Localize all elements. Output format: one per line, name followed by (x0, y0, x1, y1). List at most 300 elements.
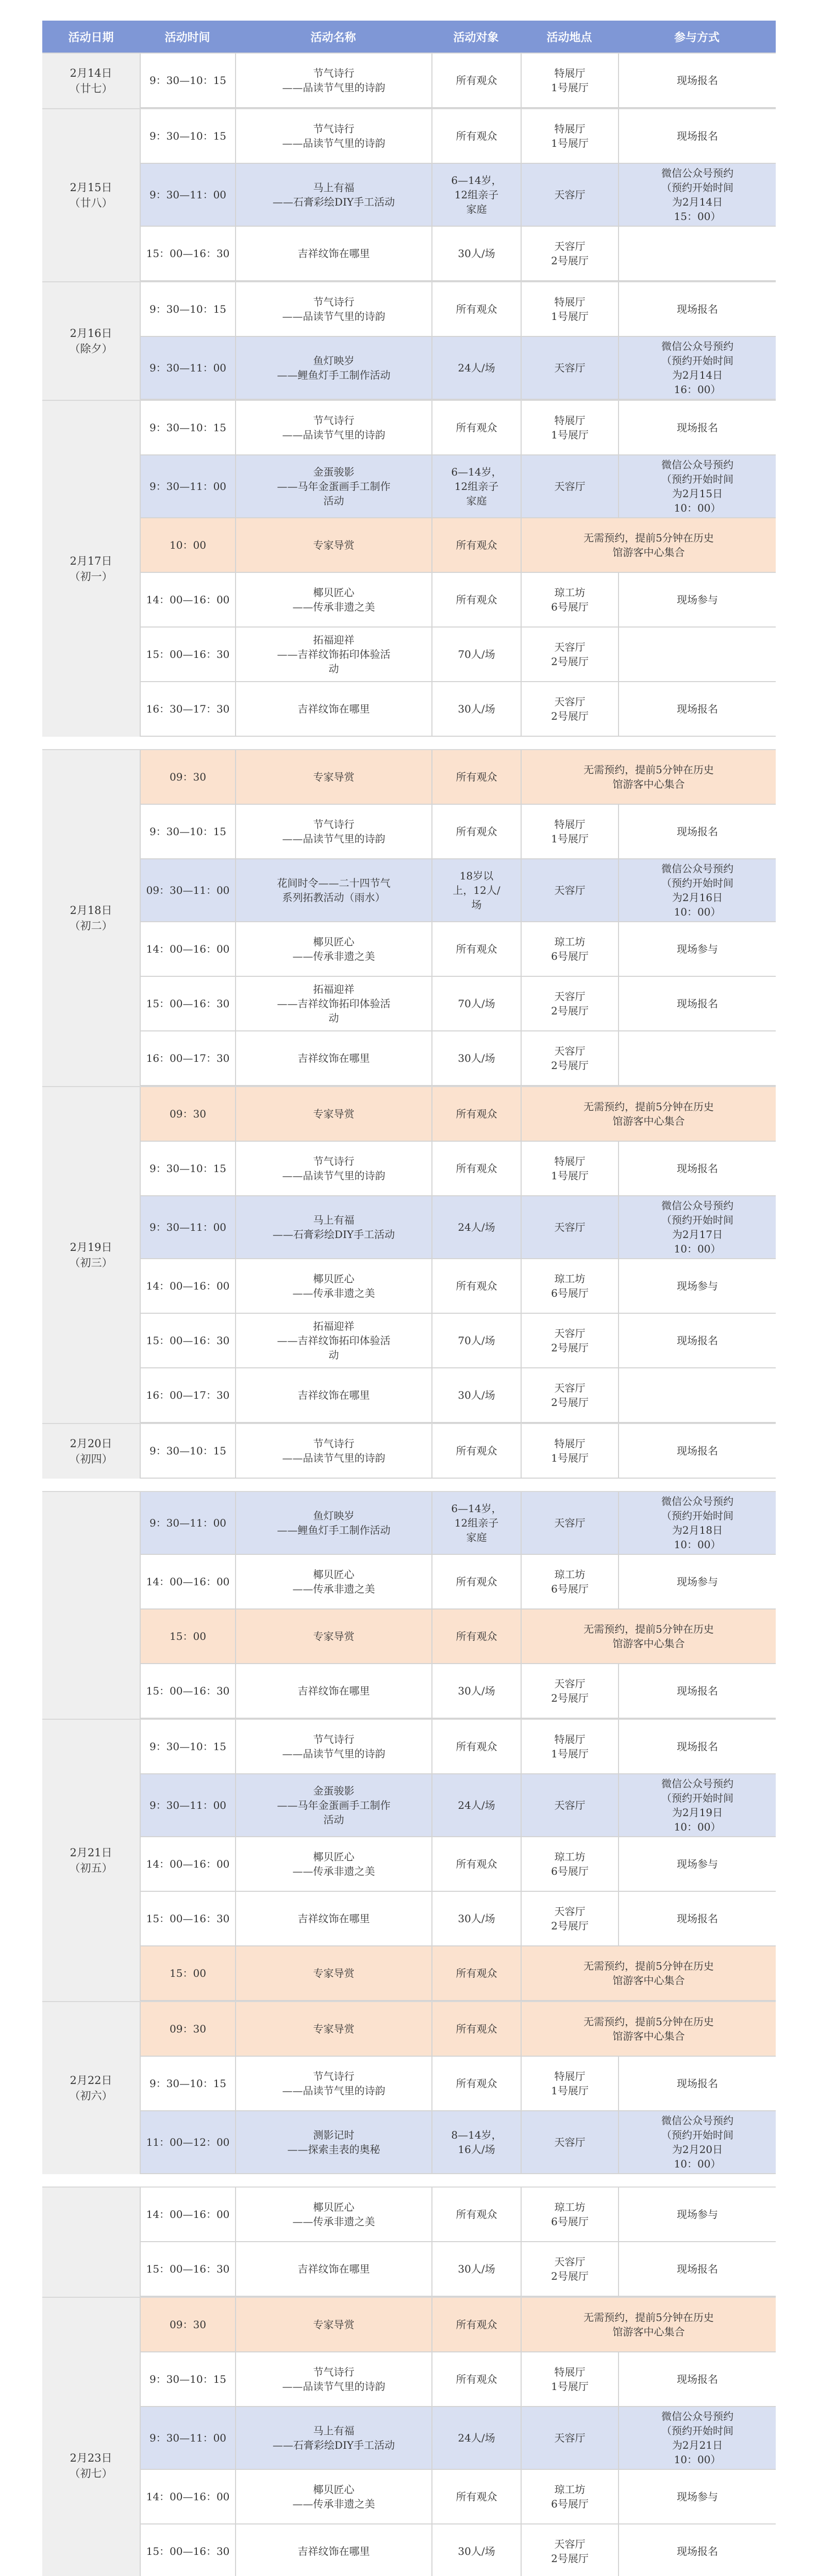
time-cell: 9：30—11：00 (140, 337, 235, 399)
table-body (42, 53, 776, 2576)
target-cell: 24人/场 (431, 2407, 521, 2469)
time-cell: 15：00 (140, 1609, 235, 1663)
table-row (140, 977, 776, 1031)
time-cell: 15：00 (140, 1946, 235, 2000)
time-cell: 15：00—16：30 (140, 227, 235, 280)
place-cell: 天容厅 (521, 1492, 618, 1554)
place-mode-cell: 无需预约，提前5分钟在历史 馆游客中心集合 (521, 750, 776, 804)
activity-name-cell: 节气诗行 ——品读节气里的诗韵 (235, 282, 431, 336)
place-cell: 天容厅 2号展厅 (521, 227, 618, 280)
date-cell: 2月20日 （初四） (42, 1424, 140, 1479)
date-section (42, 2001, 776, 2174)
table-row (140, 227, 776, 281)
section-rows (140, 750, 776, 1086)
activity-name-cell: 鱼灯映岁 ——鲤鱼灯手工制作活动 (235, 1492, 431, 1554)
activity-name-cell: 椰贝匠心 ——传承非遗之美 (235, 1259, 431, 1313)
place-cell: 天容厅 2号展厅 (521, 2524, 618, 2576)
activity-name-cell: 马上有福 ——石膏彩绘DIY手工活动 (235, 164, 431, 226)
place-cell: 琼工坊 6号展厅 (521, 573, 618, 626)
date-cell: 2月23日 （初七） (42, 2298, 140, 2576)
date-section (42, 749, 776, 1086)
place-cell: 特展厅 1号展厅 (521, 1142, 618, 1195)
mode-cell: 现场报名 (618, 2352, 776, 2406)
table-row (140, 2298, 776, 2352)
table-row (140, 628, 776, 682)
place-cell: 天容厅 2号展厅 (521, 977, 618, 1030)
place-cell: 琼工坊 6号展厅 (521, 922, 618, 976)
date-section (42, 1719, 776, 2001)
header-place: 活动地点 (546, 30, 592, 44)
mode-cell: 现场报名 (618, 401, 776, 454)
target-cell: 所有观众 (431, 2352, 521, 2406)
activity-name-cell: 拓福迎祥 ——吉祥纹饰拓印体验活 动 (235, 977, 431, 1030)
time-cell: 14：00—16：00 (140, 922, 235, 976)
activity-name-cell: 节气诗行 ——品读节气里的诗韵 (235, 1424, 431, 1478)
target-cell: 所有观众 (431, 1555, 521, 1608)
section-rows (140, 1087, 776, 1423)
target-cell: 所有观众 (431, 1087, 521, 1141)
target-cell: 24人/场 (431, 337, 521, 399)
activity-name-cell: 金蛋骏影 ——马年金蛋画手工制作 活动 (235, 1774, 431, 1836)
date-section (42, 2187, 776, 2297)
place-cell: 天容厅 (521, 2111, 618, 2173)
time-cell: 9：30—11：00 (140, 164, 235, 226)
place-cell: 天容厅 2号展厅 (521, 1368, 618, 1422)
place-mode-cell: 无需预约，提前5分钟在历史 馆游客中心集合 (521, 2298, 776, 2351)
table-row (140, 1314, 776, 1368)
section-gap (42, 2174, 776, 2187)
table-row (140, 54, 776, 108)
table-row (140, 1142, 776, 1196)
time-cell: 9：30—10：15 (140, 2352, 235, 2406)
target-cell: 所有观众 (431, 2057, 521, 2110)
target-cell: 所有观众 (431, 282, 521, 336)
activity-name-cell: 马上有福 ——石膏彩绘DIY手工活动 (235, 2407, 431, 2469)
mode-cell (618, 1368, 776, 1422)
place-cell: 天容厅 (521, 455, 618, 517)
table-row (140, 455, 776, 518)
table-row (140, 1946, 776, 2001)
place-cell: 天容厅 (521, 1196, 618, 1258)
section-rows (140, 401, 776, 737)
activity-name-cell: 吉祥纹饰在哪里 (235, 1664, 431, 1718)
table-row (140, 2242, 776, 2297)
table-row (140, 518, 776, 573)
place-mode-cell: 无需预约，提前5分钟在历史 馆游客中心集合 (521, 2002, 776, 2056)
target-cell: 18岁以 上，12人/ 场 (431, 859, 521, 921)
table-row (140, 922, 776, 977)
target-cell: 30人/场 (431, 1368, 521, 1422)
mode-cell: 微信公众号预约 （预约开始时间 为2月18日 10：00） (618, 1492, 776, 1554)
mode-cell: 现场报名 (618, 1720, 776, 1773)
time-cell: 10：00 (140, 518, 235, 572)
time-cell: 09：30 (140, 2298, 235, 2351)
place-cell: 天容厅 (521, 859, 618, 921)
activity-name-cell: 节气诗行 ——品读节气里的诗韵 (235, 401, 431, 454)
activity-name-cell: 吉祥纹饰在哪里 (235, 2242, 431, 2296)
table-row (140, 1720, 776, 1774)
time-cell: 16：00—17：30 (140, 1031, 235, 1085)
activity-name-cell: 马上有福 ——石膏彩绘DIY手工活动 (235, 1196, 431, 1258)
place-cell: 天容厅 (521, 1774, 618, 1836)
time-cell: 15：00—16：30 (140, 1664, 235, 1718)
section-rows (140, 1424, 776, 1479)
table-row (140, 337, 776, 400)
place-cell: 琼工坊 6号展厅 (521, 1555, 618, 1608)
date-cell: 2月17日 （初一） (42, 401, 140, 737)
activity-name-cell: 专家导赏 (235, 518, 431, 572)
mode-cell (618, 1031, 776, 1085)
target-cell: 70人/场 (431, 1314, 521, 1367)
mode-cell: 现场参与 (618, 2470, 776, 2523)
place-cell: 琼工坊 6号展厅 (521, 1837, 618, 1891)
place-cell: 天容厅 (521, 337, 618, 399)
place-mode-cell: 无需预约，提前5分钟在历史 馆游客中心集合 (521, 1946, 776, 2000)
place-cell: 特展厅 1号展厅 (521, 1720, 618, 1773)
date-cell: 2月14日 （廿七） (42, 54, 140, 108)
place-cell: 特展厅 1号展厅 (521, 54, 618, 107)
table-row (140, 1196, 776, 1259)
mode-cell: 微信公众号预约 （预约开始时间 为2月16日 10：00） (618, 859, 776, 921)
activity-name-cell: 节气诗行 ——品读节气里的诗韵 (235, 54, 431, 107)
table-row (140, 1492, 776, 1555)
activity-name-cell: 椰贝匠心 ——传承非遗之美 (235, 2470, 431, 2523)
date-cell: 2月16日 （除夕） (42, 282, 140, 400)
mode-cell: 现场报名 (618, 1424, 776, 1478)
target-cell: 6—14岁， 12组亲子 家庭 (431, 164, 521, 226)
target-cell: 70人/场 (431, 977, 521, 1030)
activity-name-cell: 椰贝匠心 ——传承非遗之美 (235, 1837, 431, 1891)
place-cell: 特展厅 1号展厅 (521, 805, 618, 858)
date-cell: 2月19日 （初三） (42, 1087, 140, 1423)
target-cell: 所有观众 (431, 401, 521, 454)
place-cell: 天容厅 (521, 164, 618, 226)
mode-cell: 现场报名 (618, 1664, 776, 1718)
header-name: 活动名称 (310, 30, 356, 44)
date-section (42, 53, 776, 108)
time-cell: 16：00—17：30 (140, 1368, 235, 1422)
place-cell: 琼工坊 6号展厅 (521, 2188, 618, 2241)
activity-name-cell: 节气诗行 ——品读节气里的诗韵 (235, 1142, 431, 1195)
target-cell: 30人/场 (431, 682, 521, 736)
activity-name-cell: 鱼灯映岁 ——鲤鱼灯手工制作活动 (235, 337, 431, 399)
mode-cell: 微信公众号预约 （预约开始时间 为2月17日 10：00） (618, 1196, 776, 1258)
activity-name-cell: 专家导赏 (235, 1609, 431, 1663)
table-row (140, 859, 776, 922)
target-cell: 所有观众 (431, 54, 521, 107)
mode-cell: 微信公众号预约 （预约开始时间 为2月14日 15：00） (618, 164, 776, 226)
place-cell: 特展厅 1号展厅 (521, 282, 618, 336)
table-row (140, 2524, 776, 2576)
table-row (140, 2111, 776, 2174)
mode-cell (618, 628, 776, 681)
table-row (140, 401, 776, 455)
section-rows (140, 109, 776, 281)
activity-name-cell: 专家导赏 (235, 2002, 431, 2056)
mode-cell: 现场参与 (618, 1837, 776, 1891)
activity-name-cell: 吉祥纹饰在哪里 (235, 682, 431, 736)
target-cell: 8—14岁， 16人/场 (431, 2111, 521, 2173)
table-row (140, 109, 776, 164)
mode-cell: 现场报名 (618, 1314, 776, 1367)
mode-cell: 现场参与 (618, 922, 776, 976)
activity-name-cell: 专家导赏 (235, 1087, 431, 1141)
time-cell: 15：00—16：30 (140, 628, 235, 681)
section-rows (140, 2002, 776, 2174)
target-cell: 所有观众 (431, 1946, 521, 2000)
date-cell: 2月21日 （初五） (42, 1720, 140, 2001)
table-row (140, 2002, 776, 2057)
mode-cell: 现场报名 (618, 2057, 776, 2110)
mode-cell: 现场报名 (618, 2242, 776, 2296)
target-cell: 所有观众 (431, 109, 521, 163)
target-cell: 30人/场 (431, 227, 521, 280)
date-cell: 2月15日 （廿八） (42, 109, 140, 281)
target-cell: 所有观众 (431, 922, 521, 976)
place-cell: 天容厅 2号展厅 (521, 1664, 618, 1718)
time-cell: 09：30 (140, 1087, 235, 1141)
table-row (140, 573, 776, 628)
mode-cell: 现场报名 (618, 54, 776, 107)
activity-name-cell: 专家导赏 (235, 750, 431, 804)
target-cell: 30人/场 (431, 2242, 521, 2296)
place-cell: 特展厅 1号展厅 (521, 109, 618, 163)
section-rows (140, 54, 776, 108)
mode-cell: 现场报名 (618, 682, 776, 736)
place-cell: 特展厅 1号展厅 (521, 401, 618, 454)
target-cell: 30人/场 (431, 1031, 521, 1085)
time-cell: 9：30—10：15 (140, 401, 235, 454)
place-mode-cell: 无需预约，提前5分钟在历史 馆游客中心集合 (521, 1609, 776, 1663)
header-target: 活动对象 (453, 30, 499, 44)
target-cell: 所有观众 (431, 1424, 521, 1478)
time-cell: 15：00—16：30 (140, 1892, 235, 1945)
date-section (42, 2297, 776, 2576)
target-cell: 所有观众 (431, 2002, 521, 2056)
target-cell: 所有观众 (431, 1609, 521, 1663)
time-cell: 14：00—16：00 (140, 1837, 235, 1891)
table-row (140, 805, 776, 859)
time-cell: 14：00—16：00 (140, 1259, 235, 1313)
target-cell: 所有观众 (431, 1720, 521, 1773)
target-cell: 70人/场 (431, 628, 521, 681)
date-section (42, 1491, 776, 1719)
place-cell: 特展厅 1号展厅 (521, 2352, 618, 2406)
time-cell: 15：00—16：30 (140, 2524, 235, 2576)
table-row (140, 1259, 776, 1314)
time-cell: 15：00—16：30 (140, 977, 235, 1030)
table-row (140, 282, 776, 337)
target-cell: 所有观众 (431, 805, 521, 858)
target-cell: 所有观众 (431, 518, 521, 572)
target-cell: 所有观众 (431, 750, 521, 804)
time-cell: 9：30—11：00 (140, 455, 235, 517)
time-cell: 9：30—11：00 (140, 2407, 235, 2469)
target-cell: 6—14岁， 12组亲子 家庭 (431, 1492, 521, 1554)
mode-cell: 现场参与 (618, 2188, 776, 2241)
table-header (42, 21, 776, 53)
activity-name-cell: 测影记时 ——探索圭表的奥秘 (235, 2111, 431, 2173)
section-rows (140, 1720, 776, 2001)
mode-cell (618, 227, 776, 280)
section-gap (42, 737, 776, 749)
mode-cell: 现场参与 (618, 573, 776, 626)
place-cell: 天容厅 (521, 2407, 618, 2469)
target-cell: 所有观众 (431, 2298, 521, 2351)
mode-cell: 现场报名 (618, 1142, 776, 1195)
mode-cell: 现场参与 (618, 1259, 776, 1313)
activity-name-cell: 花间时令——二十四节气 系列拓教活动（雨水） (235, 859, 431, 921)
place-cell: 特展厅 1号展厅 (521, 2057, 618, 2110)
activity-name-cell: 吉祥纹饰在哪里 (235, 1892, 431, 1945)
activity-name-cell: 吉祥纹饰在哪里 (235, 2524, 431, 2576)
place-cell: 天容厅 2号展厅 (521, 1314, 618, 1367)
activity-name-cell: 拓福迎祥 ——吉祥纹饰拓印体验活 动 (235, 628, 431, 681)
table-row (140, 1837, 776, 1892)
place-cell: 琼工坊 6号展厅 (521, 2470, 618, 2523)
table-row (140, 1424, 776, 1479)
mode-cell: 微信公众号预约 （预约开始时间 为2月14日 16：00） (618, 337, 776, 399)
section-rows (140, 2298, 776, 2576)
mode-cell: 现场报名 (618, 109, 776, 163)
activity-name-cell: 节气诗行 ——品读节气里的诗韵 (235, 2057, 431, 2110)
mode-cell: 微信公众号预约 （预约开始时间 为2月20日 10：00） (618, 2111, 776, 2173)
target-cell: 所有观众 (431, 2188, 521, 2241)
date-section (42, 108, 776, 281)
time-cell: 9：30—10：15 (140, 282, 235, 336)
place-cell: 琼工坊 6号展厅 (521, 1259, 618, 1313)
activity-name-cell: 椰贝匠心 ——传承非遗之美 (235, 1555, 431, 1608)
target-cell: 所有观众 (431, 1142, 521, 1195)
target-cell: 所有观众 (431, 1837, 521, 1891)
activity-name-cell: 专家导赏 (235, 2298, 431, 2351)
target-cell: 30人/场 (431, 2524, 521, 2576)
activity-name-cell: 椰贝匠心 ——传承非遗之美 (235, 573, 431, 626)
time-cell: 9：30—10：15 (140, 1142, 235, 1195)
target-cell: 24人/场 (431, 1774, 521, 1836)
date-section (42, 400, 776, 737)
table-row (140, 2352, 776, 2407)
activity-name-cell: 椰贝匠心 ——传承非遗之美 (235, 2188, 431, 2241)
mode-cell: 微信公众号预约 （预约开始时间 为2月19日 10：00） (618, 1774, 776, 1836)
time-cell: 9：30—11：00 (140, 1492, 235, 1554)
time-cell: 16：30—17：30 (140, 682, 235, 736)
date-section (42, 1423, 776, 1479)
mode-cell: 现场报名 (618, 2524, 776, 2576)
date-cell (42, 2188, 140, 2297)
time-cell: 09：30 (140, 750, 235, 804)
mode-cell: 现场报名 (618, 1892, 776, 1945)
section-gap (42, 1479, 776, 1491)
table-row (140, 1664, 776, 1719)
place-cell: 天容厅 2号展厅 (521, 2242, 618, 2296)
mode-cell: 现场报名 (618, 805, 776, 858)
time-cell: 14：00—16：00 (140, 1555, 235, 1608)
time-cell: 15：00—16：30 (140, 2242, 235, 2296)
header-date: 活动日期 (68, 30, 114, 44)
date-section (42, 1086, 776, 1423)
time-cell: 15：00—16：30 (140, 1314, 235, 1367)
table-row (140, 164, 776, 227)
date-cell (42, 1492, 140, 1719)
table-row (140, 1892, 776, 1946)
table-row (140, 1087, 776, 1142)
section-rows (140, 2188, 776, 2297)
table-row (140, 1368, 776, 1423)
mode-cell: 现场报名 (618, 977, 776, 1030)
date-section (42, 281, 776, 400)
activity-name-cell: 节气诗行 ——品读节气里的诗韵 (235, 805, 431, 858)
activity-name-cell: 椰贝匠心 ——传承非遗之美 (235, 922, 431, 976)
activity-name-cell: 节气诗行 ——品读节气里的诗韵 (235, 2352, 431, 2406)
time-cell: 11：00—12：00 (140, 2111, 235, 2173)
time-cell: 14：00—16：00 (140, 573, 235, 626)
place-mode-cell: 无需预约，提前5分钟在历史 馆游客中心集合 (521, 518, 776, 572)
time-cell: 9：30—10：15 (140, 54, 235, 107)
activity-name-cell: 节气诗行 ——品读节气里的诗韵 (235, 1720, 431, 1773)
date-cell: 2月18日 （初二） (42, 750, 140, 1086)
activity-name-cell: 吉祥纹饰在哪里 (235, 227, 431, 280)
activity-name-cell: 金蛋骏影 ——马年金蛋画手工制作 活动 (235, 455, 431, 517)
table-row (140, 750, 776, 805)
mode-cell: 现场参与 (618, 1555, 776, 1608)
mode-cell: 微信公众号预约 （预约开始时间 为2月15日 10：00） (618, 455, 776, 517)
place-cell: 天容厅 2号展厅 (521, 1031, 618, 1085)
target-cell: 所有观众 (431, 1259, 521, 1313)
table-row (140, 2057, 776, 2111)
time-cell: 09：30—11：00 (140, 859, 235, 921)
schedule-table (42, 21, 776, 2576)
activity-name-cell: 节气诗行 ——品读节气里的诗韵 (235, 109, 431, 163)
mode-cell: 微信公众号预约 （预约开始时间 为2月21日 10：00） (618, 2407, 776, 2469)
header-mode: 参与方式 (674, 30, 720, 44)
place-cell: 天容厅 2号展厅 (521, 682, 618, 736)
table-row (140, 2188, 776, 2242)
time-cell: 14：00—16：00 (140, 2188, 235, 2241)
activity-name-cell: 专家导赏 (235, 1946, 431, 2000)
time-cell: 9：30—10：15 (140, 1720, 235, 1773)
time-cell: 9：30—11：00 (140, 1196, 235, 1258)
place-cell: 天容厅 2号展厅 (521, 1892, 618, 1945)
target-cell: 所有观众 (431, 573, 521, 626)
place-cell: 特展厅 1号展厅 (521, 1424, 618, 1478)
table-row (140, 1555, 776, 1609)
mode-cell: 现场报名 (618, 282, 776, 336)
time-cell: 14：00—16：00 (140, 2470, 235, 2523)
place-cell: 天容厅 2号展厅 (521, 628, 618, 681)
time-cell: 9：30—10：15 (140, 1424, 235, 1478)
time-cell: 09：30 (140, 2002, 235, 2056)
section-rows (140, 1492, 776, 1719)
date-cell: 2月22日 （初六） (42, 2002, 140, 2174)
table-row (140, 2470, 776, 2524)
activity-name-cell: 吉祥纹饰在哪里 (235, 1368, 431, 1422)
table-row (140, 2407, 776, 2470)
target-cell: 6—14岁， 12组亲子 家庭 (431, 455, 521, 517)
target-cell: 所有观众 (431, 2470, 521, 2523)
time-cell: 9：30—10：15 (140, 109, 235, 163)
target-cell: 30人/场 (431, 1664, 521, 1718)
table-row (140, 1031, 776, 1086)
time-cell: 9：30—11：00 (140, 1774, 235, 1836)
table-row (140, 682, 776, 737)
table-row (140, 1609, 776, 1664)
target-cell: 30人/场 (431, 1892, 521, 1945)
section-rows (140, 282, 776, 400)
time-cell: 9：30—10：15 (140, 805, 235, 858)
target-cell: 24人/场 (431, 1196, 521, 1258)
activity-name-cell: 拓福迎祥 ——吉祥纹饰拓印体验活 动 (235, 1314, 431, 1367)
